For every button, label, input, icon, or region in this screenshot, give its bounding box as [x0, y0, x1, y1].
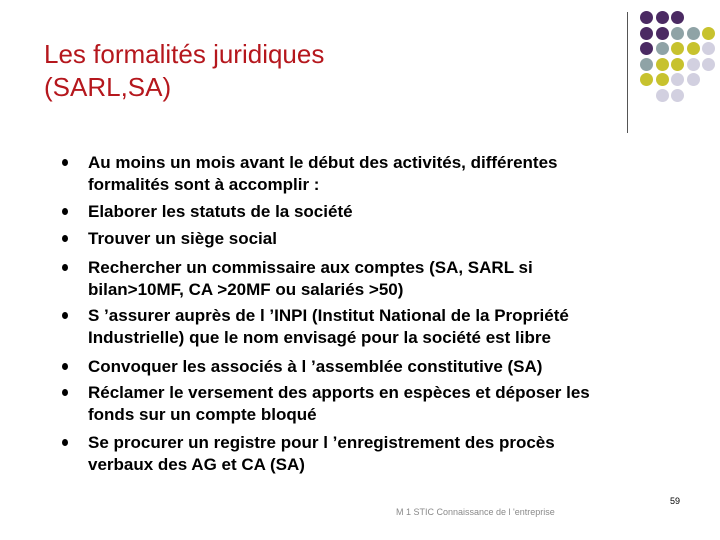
- bullet-text: Convoquer les associés à l ’assemblée constitutive (SA): [88, 357, 543, 376]
- decorative-dot: [656, 42, 669, 55]
- bullet-dot-icon: [62, 363, 68, 370]
- page-number: 59: [669, 496, 680, 506]
- decorative-dot: [687, 42, 700, 55]
- decorative-dot: [671, 73, 684, 86]
- bullet-dot-icon: [62, 159, 68, 166]
- slide-title-line: (SARL,SA): [44, 72, 172, 102]
- decorative-dot: [687, 73, 700, 86]
- decorative-dot: [671, 27, 684, 40]
- bullet-dot-icon: [62, 208, 68, 215]
- footer-text: M 1 STIC Connaissance de l 'entreprise: [396, 507, 555, 517]
- decorative-dot: [687, 27, 700, 40]
- decorative-dot: [671, 42, 684, 55]
- decorative-dot: [656, 89, 669, 102]
- decorative-dot: [687, 58, 700, 71]
- bullet-text: S ’assurer auprès de l ’INPI (Institut National de la Propriété Industrielle) que le nom envisagé pour la société est libre: [88, 306, 569, 347]
- bullet-text: Au moins un mois avant le début des activités, différentes formalités sont à accomplir :: [88, 153, 558, 194]
- bullet-text: Se procurer un registre pour l ’enregistrement des procès verbaux des AG et CA (SA): [88, 433, 555, 474]
- bullet-text: Réclamer le versement des apports en espèces et déposer les fonds sur un compte bloqué: [88, 383, 590, 424]
- decorative-vertical-line: [627, 12, 628, 133]
- decorative-dot: [640, 42, 653, 55]
- slide-title-line: Les formalités juridiques: [44, 39, 325, 69]
- bullet-text: Elaborer les statuts de la société: [88, 202, 353, 221]
- bullet-text: Rechercher un commissaire aux comptes (SA, SARL si bilan>10MF, CA >20MF ou salariés >50): [88, 258, 533, 299]
- decorative-dot: [640, 73, 653, 86]
- decorative-dot: [702, 27, 715, 40]
- bullet-dot-icon: [62, 439, 68, 446]
- decorative-dot: [656, 11, 669, 24]
- decorative-dot: [656, 73, 669, 86]
- bullet-dot-icon: [62, 389, 68, 396]
- bullet-dot-icon: [62, 235, 68, 242]
- bullet-text: Trouver un siège social: [88, 229, 277, 248]
- decorative-dot: [702, 42, 715, 55]
- decorative-dot: [656, 58, 669, 71]
- decorative-dot: [640, 11, 653, 24]
- decorative-dot: [671, 58, 684, 71]
- bullet-dot-icon: [62, 312, 68, 319]
- slide-title: [44, 38, 604, 104]
- decorative-dot: [671, 89, 684, 102]
- decorative-dot: [640, 58, 653, 71]
- decorative-dot: [656, 27, 669, 40]
- bullet-dot-icon: [62, 264, 68, 271]
- decorative-dot: [702, 58, 715, 71]
- decorative-dot: [640, 27, 653, 40]
- decorative-dot: [671, 11, 684, 24]
